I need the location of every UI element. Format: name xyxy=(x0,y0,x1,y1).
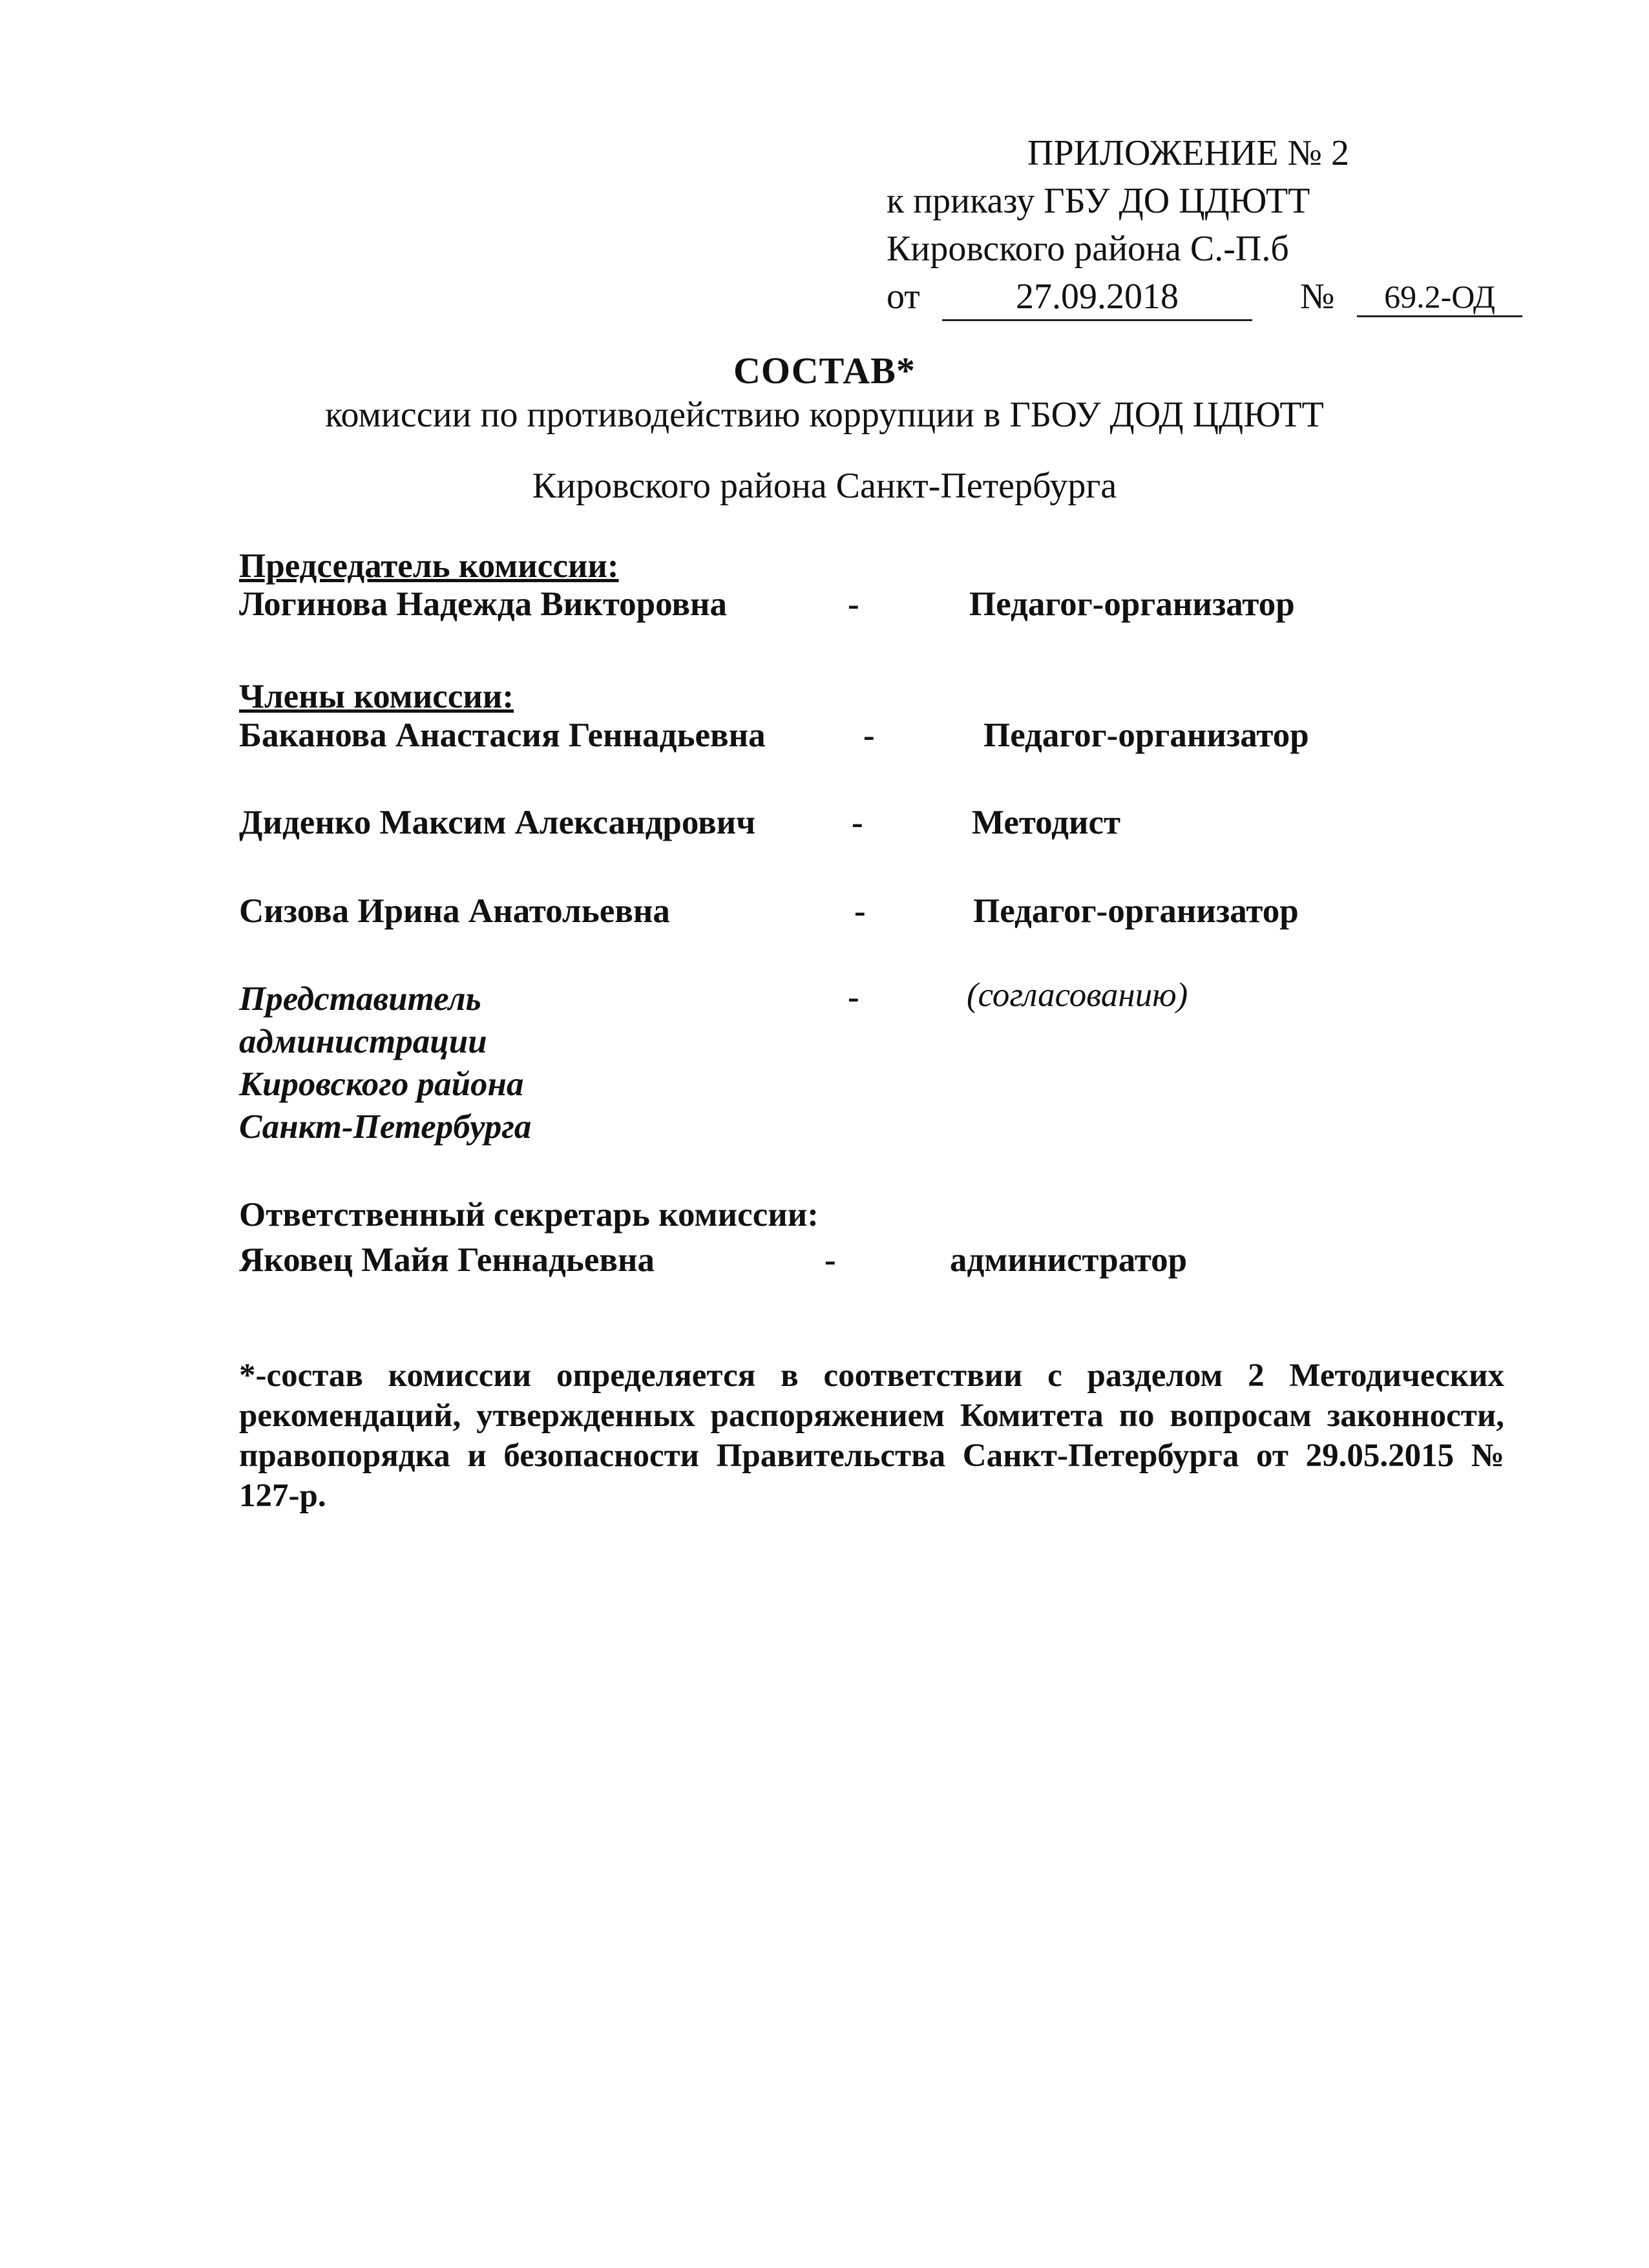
order-date: 27.09.2018 xyxy=(942,273,1252,321)
representative-line: Представитель xyxy=(239,980,481,1018)
secretary-row xyxy=(239,1241,1467,1283)
chair-name: Логинова Надежда Викторовна xyxy=(239,585,727,623)
from-label: от xyxy=(887,277,920,317)
document-title: СОСТАВ* xyxy=(733,350,916,392)
document-subtitle-district: Кировского района Санкт-Петербурга xyxy=(532,466,1117,506)
member-dash: - xyxy=(854,892,866,930)
chair-row xyxy=(239,585,1467,627)
chair-heading: Председатель комиссии: xyxy=(239,547,619,585)
chair-role: Педагог-организатор xyxy=(969,585,1295,623)
representative-line: Кировского района xyxy=(239,1066,524,1103)
secretary-name: Яковец Майя Геннадьевна xyxy=(239,1241,655,1279)
member-dash: - xyxy=(863,717,875,754)
secretary-dash: - xyxy=(824,1241,836,1279)
member-role: Педагог-организатор xyxy=(983,717,1309,754)
member-dash: - xyxy=(852,804,863,841)
member-role: Педагог-организатор xyxy=(973,892,1299,930)
order-number: 69.2-ОД xyxy=(1357,273,1522,317)
member-name: Баканова Анастасия Геннадьевна xyxy=(239,717,766,754)
member-name: Сизова Ирина Анатольевна xyxy=(239,892,670,930)
member-row xyxy=(239,716,1467,759)
order-reference: к приказу ГБУ ДО ЦДЮТТ xyxy=(887,181,1310,221)
representative-dash: - xyxy=(848,978,859,1016)
member-role: Методист xyxy=(972,804,1121,841)
appendix-header xyxy=(887,129,1546,324)
order-date-number-line xyxy=(887,273,1546,324)
member-name: Диденко Максим Александрович xyxy=(239,804,756,841)
district-line: Кировского района С.-П.б xyxy=(887,229,1289,269)
document-subtitle: комиссии по противодействию коррупции в ГБОУ ДОД ЦДЮТТ xyxy=(325,395,1324,435)
representative-line: Санкт-Петербурга xyxy=(239,1108,532,1146)
secretary-heading: Ответственный секретарь комиссии: xyxy=(239,1196,819,1234)
representative-line: администрации xyxy=(239,1023,487,1060)
member-row xyxy=(239,803,1467,846)
chair-dash: - xyxy=(848,585,859,623)
member-row xyxy=(239,892,1467,934)
representative-role: (согласованию) xyxy=(967,976,1188,1014)
secretary-role: администратор xyxy=(950,1241,1188,1279)
footnote: *-состав комиссии определяется в соответствии с разделом 2 Методических рекомендаций, утвержденных распоряжением Комитета по вопросам законности, правопорядка и безопасности Правительства Санкт-Петербурга от 29.05.2015 № 127-р. xyxy=(239,1358,1504,1514)
members-heading: Члены комиссии: xyxy=(239,678,514,715)
number-label: № xyxy=(1300,277,1335,317)
representative-block xyxy=(239,978,531,1148)
appendix-number: ПРИЛОЖЕНИЕ № 2 xyxy=(1027,133,1349,173)
